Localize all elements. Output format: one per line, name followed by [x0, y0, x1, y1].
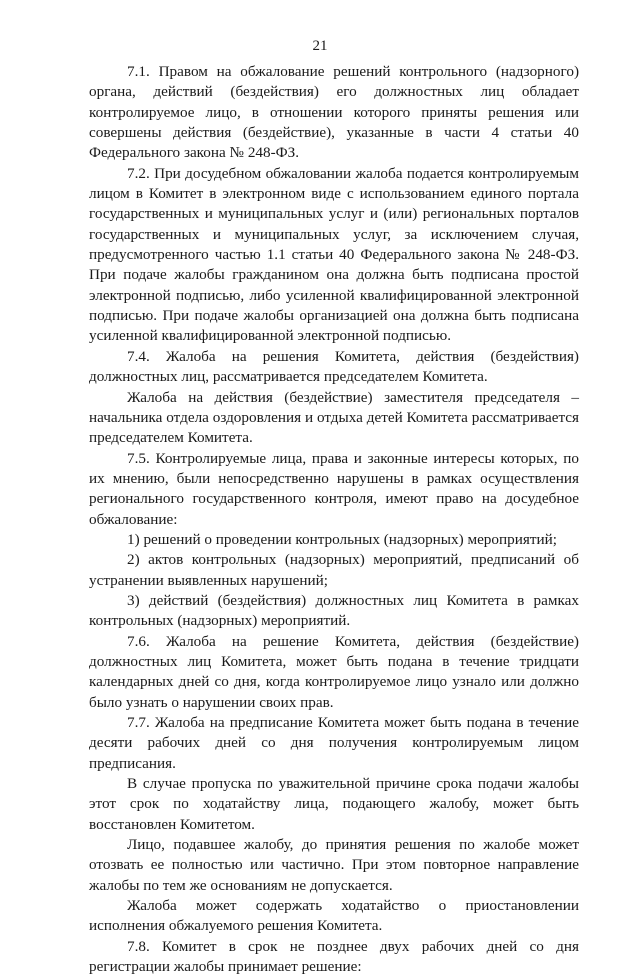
paragraph-7-4: 7.4. Жалоба на решения Комитета, действия (бездействия) должностных лиц, рассматривается председателем Комитета.	[89, 347, 579, 386]
paragraph-7-5: 7.5. Контролируемые лица, права и законные интересы которых, по их мнению, были непосредственно нарушены в рамках осуществления регионального государственного контроля, имеют право на досудебное обжалование:	[89, 449, 579, 528]
paragraph-7-7: 7.7. Жалоба на предписание Комитета может быть подана в течение десяти рабочих дней со дня получения контролируемым лицом предписания.	[89, 714, 579, 772]
paragraph-7-6: 7.6. Жалоба на решение Комитета, действия (бездействие) должностных лиц Комитета, может быть подана в течение тридцати календарных дней со дня, когда контролируемое лицо узнало или должно было узнать о нарушении своих прав.	[89, 632, 579, 711]
paragraph-withdrawal: Лицо, подавшее жалобу, до принятия решения по жалобе может отозвать ее полностью или частично. При этом повторное направление жалобы по тем же основаниям не допускается.	[89, 836, 579, 894]
paragraph-7-4-deputy: Жалоба на действия (бездействие) заместителя председателя – начальника отдела оздоровления и отдыха детей Комитета рассматривается председателем Комитета.	[89, 388, 579, 447]
list-item-2: 2) актов контрольных (надзорных) мероприятий, предписаний об устранении выявленных нарушений;	[89, 551, 579, 589]
paragraph-7-2: 7.2. При досудебном обжаловании жалоба подается контролируемым лицом в Комитет в электронном виде с использованием единого портала государственных и муниципальных услуг и (или) региональных порталов государственных и муниципальных услуг, за исключением случая, предусмотренного частью 1.1 статьи 40 Федерального закона № 248-ФЗ. При подаче жалобы гражданином она должна быть подписана простой электронной подписью, либо усиленной квалифицированной электронной подписью. При подаче жалобы организацией она должна быть подписана усиленной квалифицированной электронной подписью.	[89, 164, 579, 345]
page-number: 21	[312, 38, 328, 54]
paragraph-7-1: 7.1. Правом на обжалование решений контрольного (надзорного) органа, действий (бездействия) его должностных лиц обладает контролируемое лицо, в отношении которого приняты решения или совершены действия (бездействие), указанные в части 4 статьи 40 Федерального закона № 248-ФЗ.	[89, 63, 579, 162]
paragraph-7-8: 7.8. Комитет в срок не позднее двух рабочих дней со дня регистрации жалобы принимает решение:	[89, 937, 579, 976]
document-body	[89, 62, 579, 977]
paragraph-deadline-restore: В случае пропуска по уважительной причине срока подачи жалобы этот срок по ходатайству лица, подающего жалобу, может быть восстановлен Комитетом.	[89, 775, 579, 833]
paragraph-suspension-request: Жалоба может содержать ходатайство о приостановлении исполнения обжалуемого решения Комитета.	[89, 897, 579, 935]
list-item-3: 3) действий (бездействия) должностных лиц Комитета в рамках контрольных (надзорных) мероприятий.	[89, 591, 579, 630]
list-item-1: 1) решений о проведении контрольных (надзорных) мероприятий;	[127, 530, 557, 548]
